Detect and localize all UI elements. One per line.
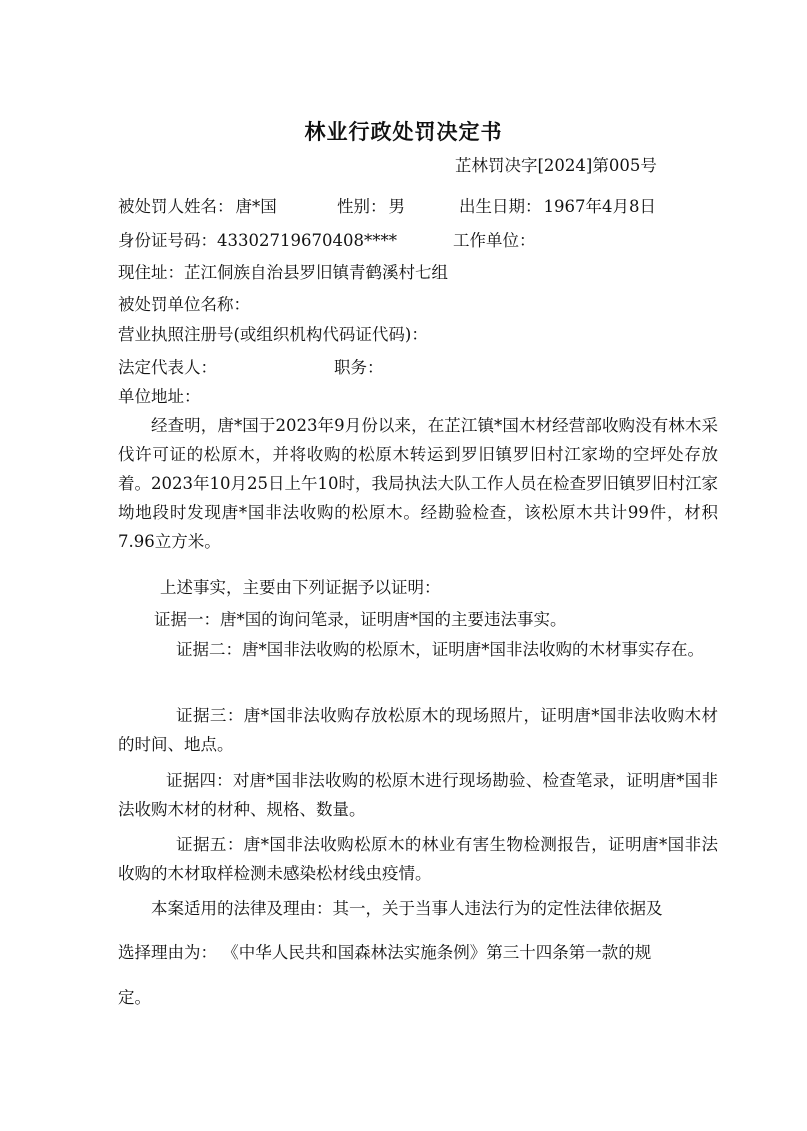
document-number: 芷林罚决字[2024]第005号 — [455, 156, 657, 175]
gender-label: 性别： — [337, 197, 387, 216]
id-label: 身份证号码： — [118, 231, 217, 250]
address-label: 现住址： — [118, 263, 184, 282]
gender-value: 男 — [388, 197, 405, 216]
evidence-5: 证据五：唐*国非法收购松原木的林业有害生物检测报告，证明唐*国非法收购的木材取样检测未感染松材线虫疫情。 — [118, 835, 718, 883]
evidence-1: 证据一：唐*国的询问笔录，证明唐*国的主要违法事实。 — [154, 610, 567, 629]
birth-field — [459, 193, 656, 217]
address-field — [118, 259, 448, 283]
evidence-4: 证据四：对唐*国非法收购的松原木进行现场勘验、检查笔录，证明唐*国非法收购木材的材种、规格、数量。 — [118, 771, 718, 819]
license-label: 营业执照注册号(或组织机构代码证代码)： — [118, 325, 428, 344]
law-basis-line-3: 定。 — [118, 988, 151, 1007]
document-title: 林业行政处罚决定书 — [304, 120, 503, 144]
name-label: 被处罚人姓名： — [118, 197, 234, 216]
work-unit-label: 工作单位： — [453, 231, 536, 250]
law-basis-line-2: 选择理由为： 《中华人民共和国森林法实施条例》第三十四条第一款的规 — [118, 943, 652, 962]
name-value: 唐*国 — [235, 197, 277, 216]
address-value: 芷江侗族自治县罗旧镇青鹤溪村七组 — [184, 263, 448, 282]
birth-label: 出生日期： — [459, 197, 542, 216]
legal-rep-label: 法定代表人： — [118, 358, 217, 377]
name-field — [118, 193, 277, 217]
unit-address-label: 单位地址： — [118, 387, 201, 406]
evidence-3: 证据三：唐*国非法收购存放松原木的现场照片，证明唐*国非法收购木材的时间、地点。 — [118, 706, 718, 754]
facts-paragraph: 经查明，唐*国于2023年9月份以来，在芷江镇*国木材经营部收购没有林木采伐许可证的松原木，并将收购的松原木转运到罗旧镇罗旧村江家坳的空坪处存放着。2023年10月25日上午10时，我局执法大队工作人员在检查罗旧镇罗旧村江家坳地段时发现唐*国非法收购的松原木。经勘验检查，该松原木共计99件，材积7.96立方米。 — [118, 416, 718, 551]
position-label: 职务： — [334, 358, 384, 377]
birth-value: 1967年4月8日 — [543, 197, 656, 216]
id-value: 43302719670408**** — [217, 231, 397, 250]
unit-name-label: 被处罚单位名称： — [118, 295, 250, 314]
law-basis-line-1: 本案适用的法律及理由：其一，关于当事人违法行为的定性法律依据及 — [151, 899, 663, 918]
id-field — [118, 227, 397, 251]
gender-field — [337, 193, 405, 217]
evidence-intro: 上述事实，主要由下列证据予以证明： — [160, 578, 441, 597]
evidence-2: 证据二：唐*国非法收购的松原木，证明唐*国非法收购的木材事实存在。 — [176, 640, 704, 659]
